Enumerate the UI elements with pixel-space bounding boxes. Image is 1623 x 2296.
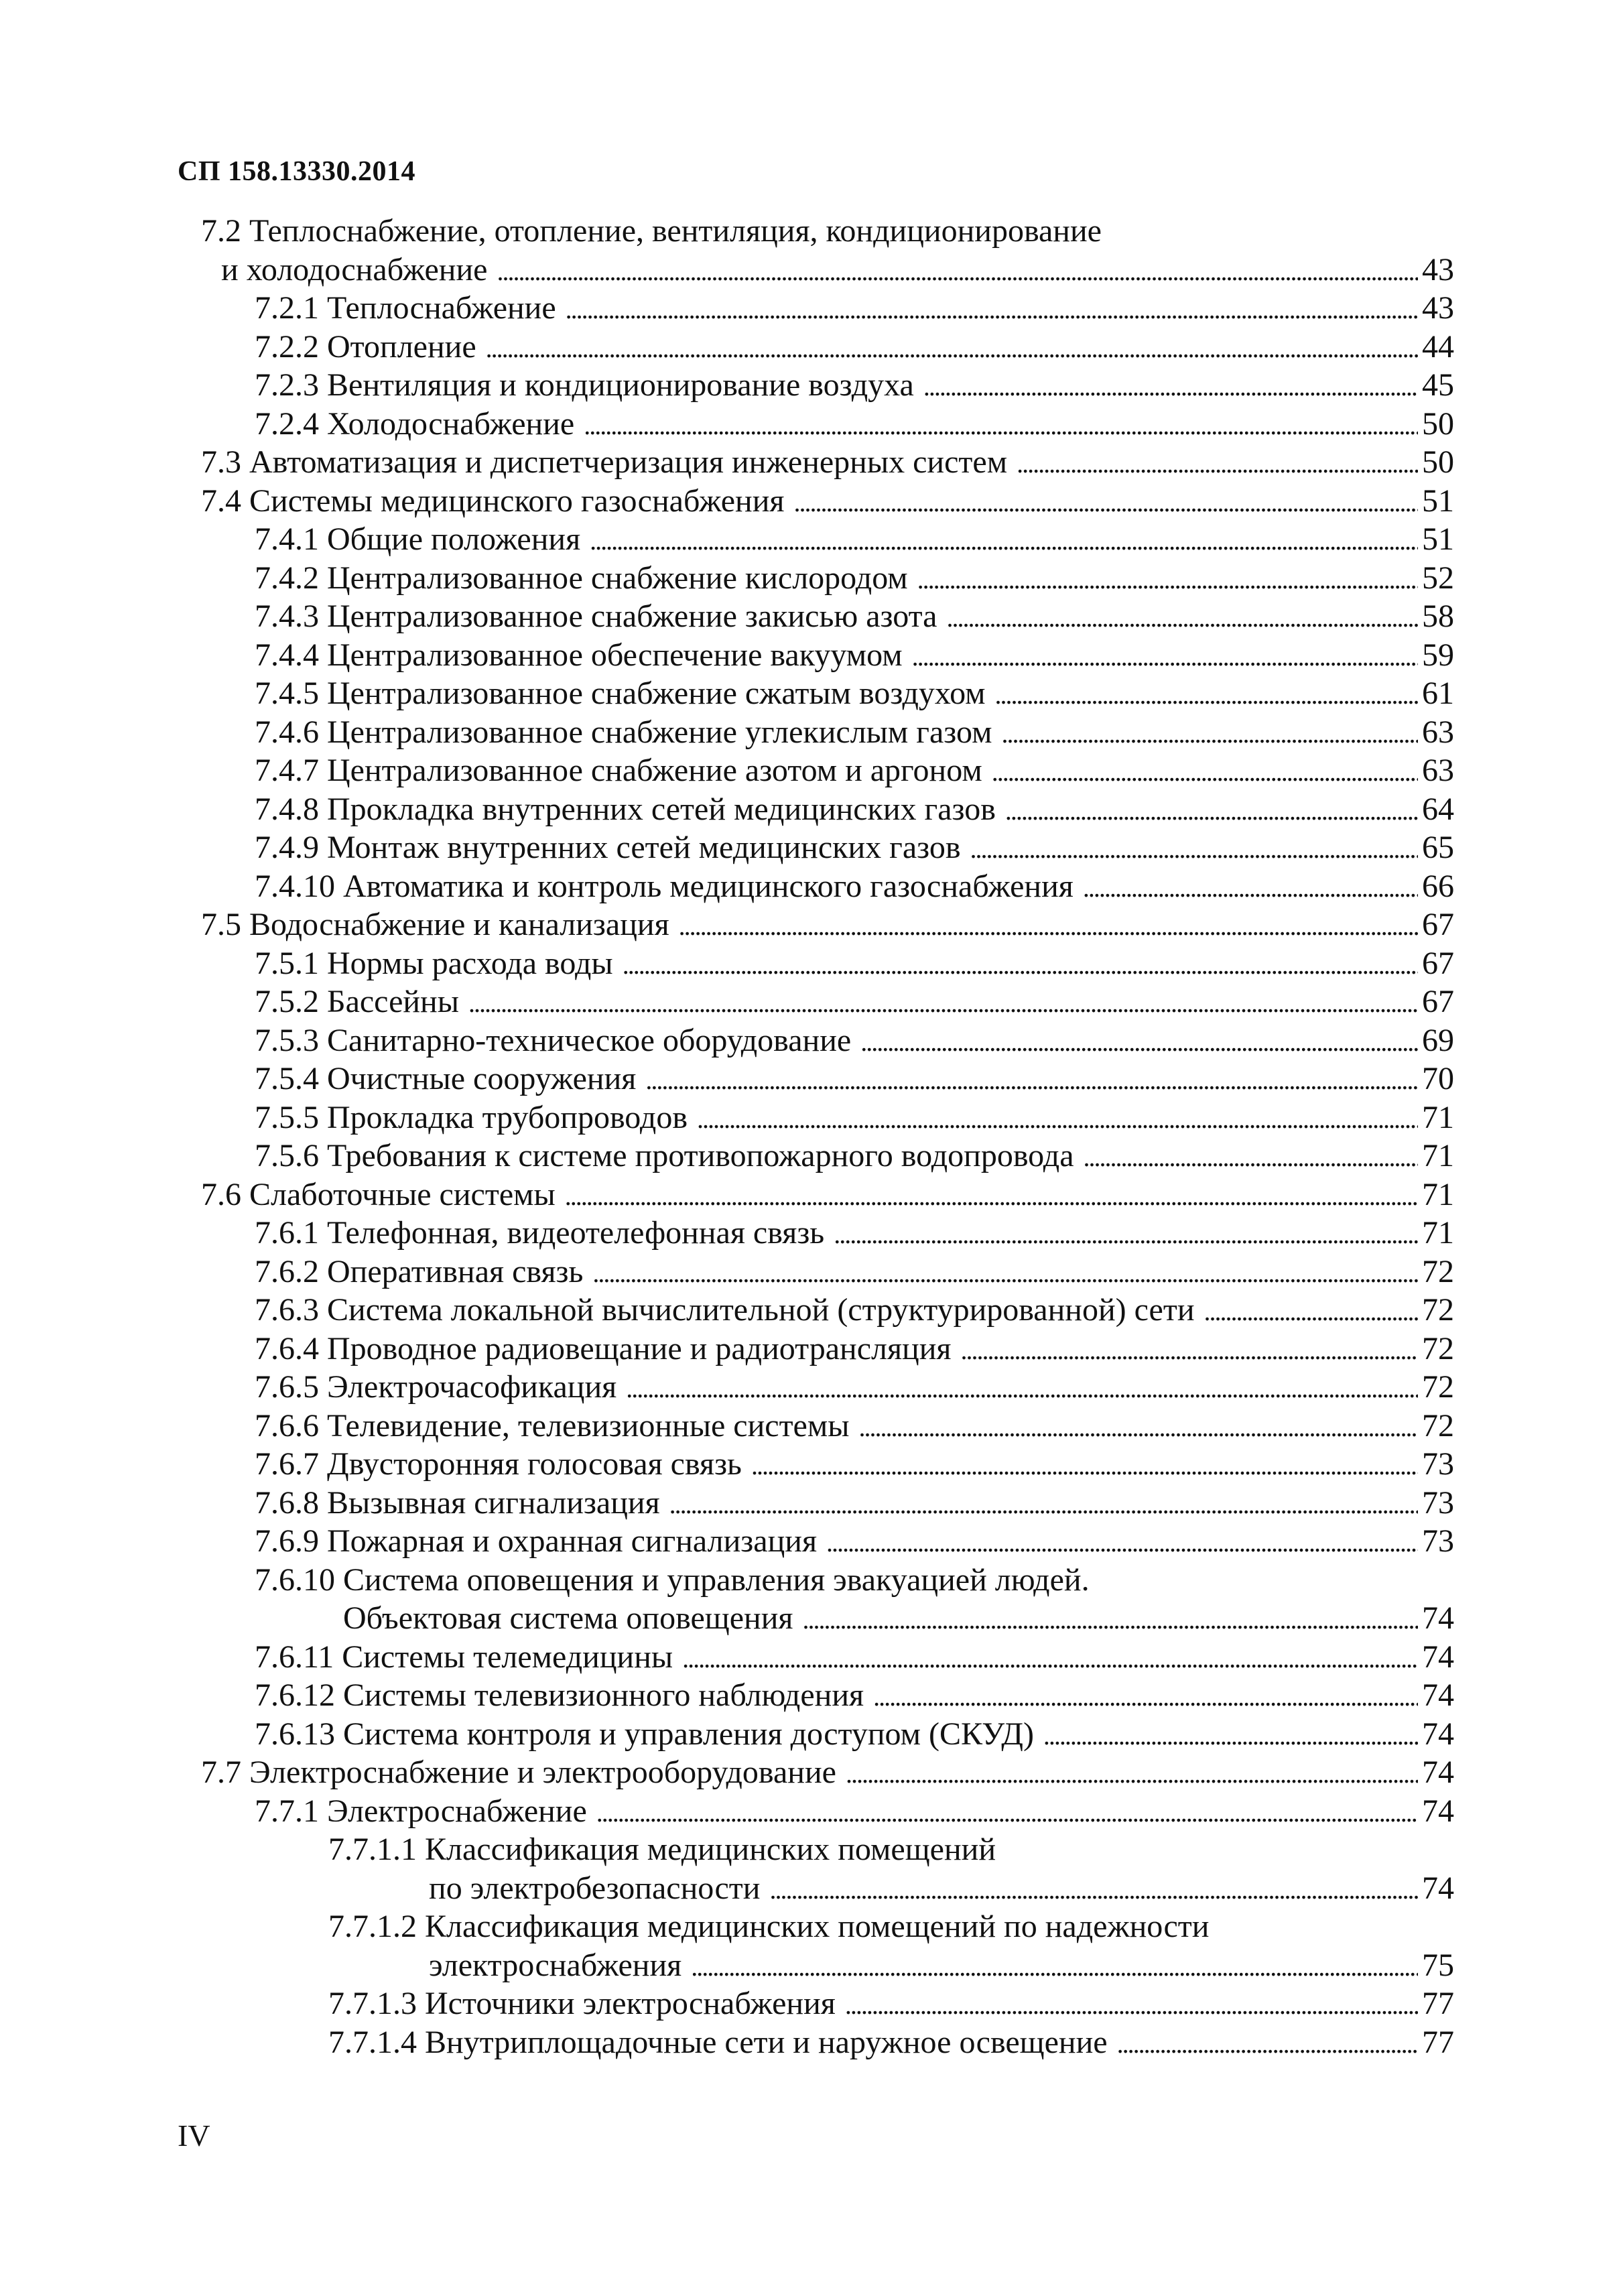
toc-leader-dots xyxy=(845,1986,1418,2025)
toc-entry-title: 7.6.9 Пожарная и охранная сигнализация xyxy=(255,1523,818,1559)
toc-entry-title: Объектовая система оповещения xyxy=(343,1600,793,1636)
toc-entry-title: 7.5 Водоснабжение и канализация xyxy=(201,907,669,942)
toc-leader-dots xyxy=(946,598,1418,637)
toc-entry-page: 72 xyxy=(1422,1253,1454,1289)
toc-entry-page: 50 xyxy=(1422,405,1454,442)
toc-entry xyxy=(0,1445,1454,1484)
toc-entry-title: 7.6.1 Телефонная, видеотелефонная связь xyxy=(255,1215,825,1251)
toc-entry-page: 51 xyxy=(1422,483,1454,519)
toc-entry xyxy=(0,1522,1454,1561)
toc-entry-page: 77 xyxy=(1422,1986,1454,2021)
toc-leader-dots xyxy=(590,521,1418,560)
toc-leader-dots xyxy=(669,1485,1418,1524)
toc-entry-title: 7.2.2 Отопление xyxy=(255,328,476,365)
toc-leader-dots xyxy=(1083,869,1418,907)
toc-leader-dots xyxy=(679,907,1418,946)
toc-entry-title: 7.7.1 Электроснабжение xyxy=(255,1793,587,1829)
toc-entry xyxy=(0,1214,1454,1253)
toc-entry xyxy=(0,366,1454,405)
toc-entry xyxy=(0,1407,1454,1446)
toc-entry-page: 45 xyxy=(1422,367,1454,403)
toc-entry-page: 50 xyxy=(1422,444,1454,480)
toc-entry-title: 7.4.4 Централизованное обеспечение вакуумом xyxy=(255,637,903,673)
toc-entry-page: 72 xyxy=(1422,1407,1454,1444)
toc-entry-title: 7.5.1 Нормы расхода воды xyxy=(255,945,613,981)
toc-entry-title: и холодоснабжение xyxy=(221,251,488,288)
toc-entry-page: 43 xyxy=(1422,251,1454,288)
toc-entry xyxy=(0,1715,1454,1754)
toc-entry xyxy=(0,1830,1454,1869)
toc-entry xyxy=(0,1869,1454,1908)
toc-entry-page: 67 xyxy=(1422,907,1454,942)
toc-leader-dots xyxy=(794,483,1419,522)
toc-entry-title: 7.4.10 Автоматика и контроль медицинского газоснабжения xyxy=(255,868,1074,904)
toc-leader-dots xyxy=(592,1254,1418,1293)
toc-entry xyxy=(0,1330,1454,1368)
toc-entry xyxy=(0,905,1454,944)
toc-leader-dots xyxy=(596,1793,1418,1832)
toc-entry-page: 44 xyxy=(1422,328,1454,365)
toc-entry-page: 74 xyxy=(1422,1600,1454,1636)
document-code-header: СП 158.13330.2014 xyxy=(178,156,415,187)
toc-entry xyxy=(0,1484,1454,1523)
toc-entry-page: 64 xyxy=(1422,791,1454,827)
toc-entry-title: 7.6.3 Система локальной вычислительной (структурированной) сети xyxy=(255,1292,1195,1328)
toc-leader-dots xyxy=(917,560,1418,599)
toc-entry-title: 7.6.4 Проводное радиовещание и радиотрансляция xyxy=(255,1330,952,1366)
toc-entry-title: 7.4.5 Централизованное снабжение сжатым воздухом xyxy=(255,676,986,711)
toc-entry xyxy=(0,1021,1454,1060)
toc-entry-title: 7.5.2 Бассейны xyxy=(255,984,459,1019)
toc-entry-page: 43 xyxy=(1422,290,1454,326)
toc-leader-dots xyxy=(626,1369,1418,1408)
toc-entry-page: 65 xyxy=(1422,830,1454,865)
toc-entry xyxy=(0,559,1454,598)
toc-entry xyxy=(0,328,1454,367)
toc-entry-page: 73 xyxy=(1422,1523,1454,1559)
toc-entry xyxy=(0,1638,1454,1677)
toc-entry xyxy=(0,2023,1454,2062)
toc-entry-title: 7.2.1 Теплоснабжение xyxy=(255,290,556,326)
toc-entry xyxy=(0,1907,1454,1946)
toc-entry xyxy=(0,790,1454,829)
toc-entry-title: 7.5.3 Санитарно-техническое оборудование xyxy=(255,1022,852,1058)
toc-entry-page: 71 xyxy=(1422,1138,1454,1173)
toc-entry-title: 7.4.3 Централизованное снабжение закисью азота xyxy=(255,598,937,634)
toc-entry-title: 7.6.5 Электрочасофикация xyxy=(255,1369,617,1405)
toc-entry xyxy=(0,944,1454,983)
toc-entry-page: 72 xyxy=(1422,1330,1454,1366)
toc-entry-page: 72 xyxy=(1422,1369,1454,1405)
toc-leader-dots xyxy=(769,1870,1418,1909)
toc-entry xyxy=(0,1946,1454,1985)
toc-leader-dots xyxy=(1204,1292,1419,1331)
toc-entry-page: 74 xyxy=(1422,1639,1454,1675)
toc-entry-title: 7.6.6 Телевидение, телевизионные системы xyxy=(255,1407,850,1444)
toc-entry xyxy=(0,251,1454,290)
toc-leader-dots xyxy=(566,290,1418,329)
toc-entry-title: 7.7.1.3 Источники электроснабжения xyxy=(328,1986,836,2021)
toc-leader-dots xyxy=(468,984,1418,1023)
toc-entry-page: 74 xyxy=(1422,1755,1454,1790)
toc-entry xyxy=(0,1060,1454,1098)
toc-leader-dots xyxy=(751,1446,1418,1485)
toc-entry-page: 59 xyxy=(1422,637,1454,673)
toc-leader-dots xyxy=(682,1639,1418,1678)
toc-entry xyxy=(0,1175,1454,1214)
toc-leader-dots xyxy=(565,1177,1418,1216)
toc-entry-title: 7.4.2 Централизованное снабжение кислородом xyxy=(255,560,908,596)
toc-entry-page: 67 xyxy=(1422,945,1454,981)
toc-entry-page: 58 xyxy=(1422,598,1454,634)
toc-entry-title: 7.4.6 Централизованное снабжение углекислым газом xyxy=(255,714,992,750)
toc-entry-title: 7.2.3 Вентиляция и кондиционирование воздуха xyxy=(255,367,914,403)
toc-leader-dots xyxy=(912,637,1418,676)
toc-entry-page: 74 xyxy=(1422,1870,1454,1906)
toc-leader-dots xyxy=(846,1755,1418,1793)
toc-entry-page: 69 xyxy=(1422,1022,1454,1058)
toc-entry-page: 67 xyxy=(1422,984,1454,1019)
toc-entry-title: 7.2.4 Холодоснабжение xyxy=(255,405,575,442)
toc-entry xyxy=(0,289,1454,328)
toc-entry-page: 73 xyxy=(1422,1446,1454,1482)
toc-entry-page: 61 xyxy=(1422,676,1454,711)
toc-entry-title: 7.6 Слаботочные системы xyxy=(201,1176,556,1212)
toc-entry xyxy=(0,597,1454,636)
toc-entry-title: 7.5.6 Требования к системе противопожарного водопровода xyxy=(255,1138,1074,1173)
toc-entry-title: 7.4 Системы медицинского газоснабжения xyxy=(201,483,785,519)
toc-leader-dots xyxy=(923,367,1418,406)
toc-entry-page: 70 xyxy=(1422,1061,1454,1096)
toc-entry xyxy=(0,674,1454,713)
toc-leader-dots xyxy=(1005,791,1418,830)
toc-entry-page: 63 xyxy=(1422,753,1454,788)
toc-entry-page: 71 xyxy=(1422,1176,1454,1212)
toc-entry-title: 7.4.9 Монтаж внутренних сетей медицинских газов xyxy=(255,830,961,865)
toc-entry xyxy=(0,1599,1454,1638)
toc-entry xyxy=(0,828,1454,867)
toc-entry-title: 7.6.2 Оперативная связь xyxy=(255,1253,584,1289)
toc-entry-page: 74 xyxy=(1422,1677,1454,1713)
toc-leader-dots xyxy=(873,1677,1418,1716)
toc-entry-page: 71 xyxy=(1422,1215,1454,1251)
toc-leader-dots xyxy=(960,1331,1418,1370)
toc-leader-dots xyxy=(1017,444,1418,483)
toc-entry-page: 71 xyxy=(1422,1099,1454,1135)
toc-leader-dots xyxy=(970,830,1418,869)
toc-entry-page: 77 xyxy=(1422,2024,1454,2060)
toc-leader-dots xyxy=(1001,714,1418,753)
toc-entry-page: 73 xyxy=(1422,1484,1454,1521)
toc-entry-title: 7.6.11 Системы телемедицины xyxy=(255,1639,673,1675)
toc-entry-title: 7.6.7 Двусторонняя голосовая связь xyxy=(255,1446,742,1482)
toc-leader-dots xyxy=(645,1061,1418,1100)
toc-entry-page: 72 xyxy=(1422,1292,1454,1328)
toc-leader-dots xyxy=(858,1408,1418,1447)
toc-entry xyxy=(0,1291,1454,1330)
toc-entry xyxy=(0,713,1454,752)
toc-leader-dots xyxy=(584,406,1418,445)
toc-entry xyxy=(0,1137,1454,1175)
toc-entry xyxy=(0,1753,1454,1792)
toc-entry-title: 7.7.1.2 Классификация медицинских помещений по надежности xyxy=(328,1909,1210,1944)
toc-entry-title: 7.5.5 Прокладка трубопроводов xyxy=(255,1099,688,1135)
toc-entry xyxy=(0,1098,1454,1137)
toc-entry xyxy=(0,1253,1454,1291)
toc-entry-title: 7.6.12 Системы телевизионного наблюдения xyxy=(255,1677,864,1713)
toc-entry-page: 74 xyxy=(1422,1793,1454,1829)
toc-entry xyxy=(0,520,1454,559)
toc-entry xyxy=(0,636,1454,675)
toc-entry xyxy=(0,1676,1454,1715)
toc-entry xyxy=(0,1792,1454,1831)
toc-leader-dots xyxy=(834,1215,1418,1254)
toc-leader-dots xyxy=(697,1100,1418,1139)
toc-entry xyxy=(0,751,1454,790)
toc-entry-title: 7.6.13 Система контроля и управления доступом (СКУД) xyxy=(255,1716,1034,1752)
toc-entry-title: 7.6.10 Система оповещения и управления эвакуацией людей. xyxy=(255,1561,1090,1598)
table-of-contents xyxy=(0,212,1623,2061)
toc-entry xyxy=(0,982,1454,1021)
toc-entry-title: 7.7.1.1 Классификация медицинских помещений xyxy=(328,1832,996,1867)
toc-entry-title: 7.5.4 Очистные сооружения xyxy=(255,1061,637,1096)
toc-leader-dots xyxy=(992,753,1418,791)
toc-entry xyxy=(0,1368,1454,1407)
toc-entry-title: электроснабжения xyxy=(429,1947,682,1983)
toc-entry xyxy=(0,1561,1454,1600)
toc-leader-dots xyxy=(1043,1716,1418,1755)
toc-leader-dots xyxy=(691,1948,1418,1986)
toc-leader-dots xyxy=(802,1600,1418,1639)
toc-entry-page: 74 xyxy=(1422,1716,1454,1752)
toc-entry-page: 63 xyxy=(1422,714,1454,750)
toc-entry-title: 7.2 Теплоснабжение, отопление, вентиляция, кондиционирование xyxy=(201,213,1102,249)
toc-leader-dots xyxy=(860,1023,1418,1062)
toc-entry-title: 7.4.1 Общие положения xyxy=(255,521,581,557)
toc-entry xyxy=(0,443,1454,482)
toc-entry-page: 75 xyxy=(1422,1947,1454,1983)
toc-entry-title: по электробезопасности xyxy=(429,1870,761,1906)
toc-entry-page: 51 xyxy=(1422,521,1454,557)
page-number-footer: IV xyxy=(178,2118,210,2153)
toc-entry-page: 52 xyxy=(1422,560,1454,596)
toc-entry xyxy=(0,405,1454,444)
toc-entry xyxy=(0,867,1454,906)
toc-leader-dots xyxy=(1117,2025,1418,2063)
toc-entry-title: 7.4.7 Централизованное снабжение азотом и аргоном xyxy=(255,753,982,788)
toc-entry-title: 7.7.1.4 Внутриплощадочные сети и наружное освещение xyxy=(328,2024,1108,2060)
toc-entry-page: 66 xyxy=(1422,868,1454,904)
toc-leader-dots xyxy=(995,676,1418,714)
toc-entry xyxy=(0,1984,1454,2023)
toc-leader-dots xyxy=(826,1523,1418,1562)
toc-entry-title: 7.7 Электроснабжение и электрооборудование xyxy=(201,1755,836,1790)
toc-entry-title: 7.6.8 Вызывная сигнализация xyxy=(255,1484,660,1521)
toc-leader-dots xyxy=(486,329,1418,368)
toc-entry xyxy=(0,482,1454,521)
toc-entry-title: 7.3 Автоматизация и диспетчеризация инженерных систем xyxy=(201,444,1008,480)
toc-entry-title: 7.4.8 Прокладка внутренних сетей медицинских газов xyxy=(255,791,996,827)
toc-leader-dots xyxy=(497,252,1418,291)
toc-leader-dots xyxy=(623,946,1418,984)
toc-entry xyxy=(0,212,1454,251)
toc-leader-dots xyxy=(1084,1138,1418,1177)
